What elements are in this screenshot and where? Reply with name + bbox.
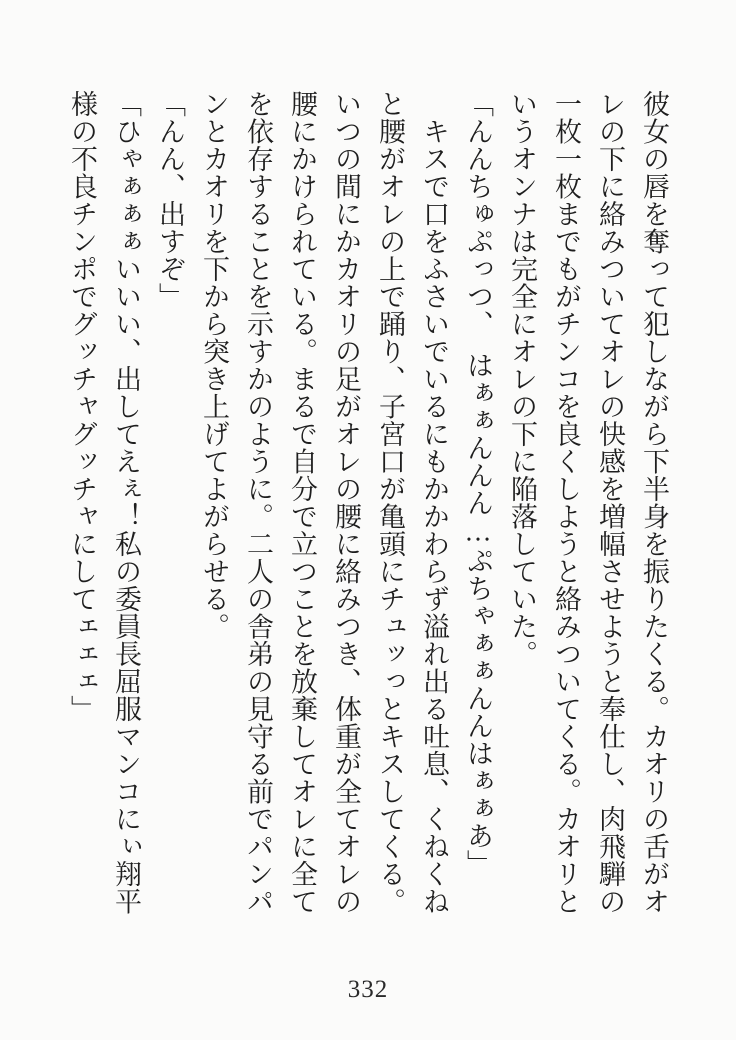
page-number: 332 xyxy=(347,976,389,1003)
paragraph: 「ひゃぁぁぁいいい、出してえぇ！私の委員長屈服マンコにぃ翔平様の不良チンポでグッチャグッチャにしてェェェ」 xyxy=(67,90,141,915)
paragraph: 「んん、出すぞ」 xyxy=(155,90,185,310)
text-block xyxy=(60,90,676,932)
paragraph: 彼女の唇を奪って犯しながら下半身を振りたくる。カオリの舌がオレの下に絡みついてオレの快感を増幅させようと奉仕し、肉飛騨の一枚一枚までもがチンコを良くしようと絡みついてくる。カオリというオンナは完全にオレの下に陥落していた。 xyxy=(507,90,669,915)
paragraph: 「んんちゅぷっつ、 はぁぁんんん…ぷちゃぁぁんんはぁぁあ」 xyxy=(463,90,493,877)
paragraph: キスで口をふさいでいるにもかかわらず溢れ出る吐息、くねくねと腰がオレの上で踊り、子宮口が亀頭にチュッっとキスしてくる。いつの間にかカオリの足がオレの腰に絡みつき、体重が全てオレの腰にかけられている。まるで自分で立つことを放棄してオレに全てを依存することを示すかのように。二人の舎弟の見守る前でパンパンとカオリを下から突き上げてよがらせる。 xyxy=(199,90,449,915)
